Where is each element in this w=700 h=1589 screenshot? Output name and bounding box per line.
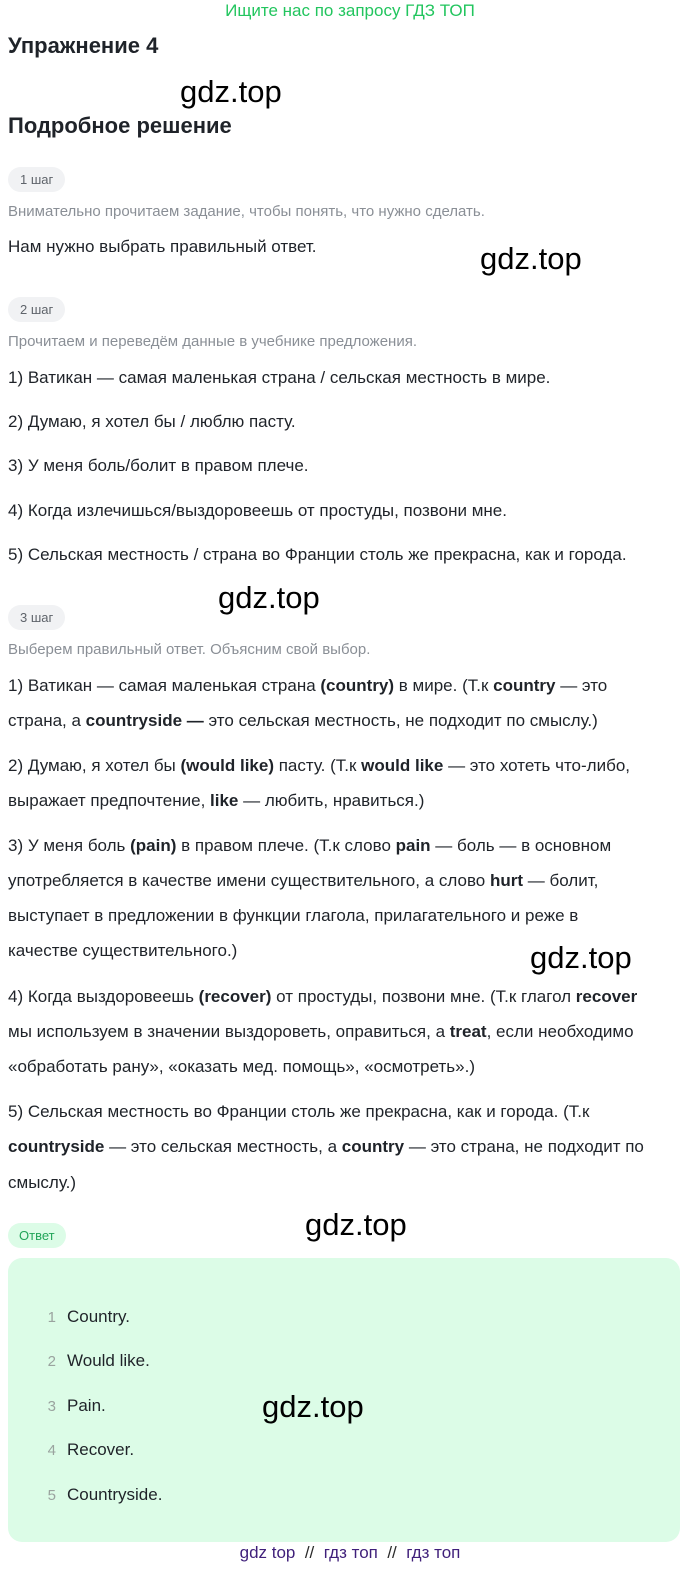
answer-item xyxy=(36,1396,106,1416)
answer-number: 5 xyxy=(47,1487,56,1504)
step-1-text: Нам нужно выбрать правильный ответ. xyxy=(8,237,317,256)
answer-text: Countryside. xyxy=(67,1485,163,1504)
explanation-line: употребляется в качестве имени существительного, а слово hurt — болит, xyxy=(8,871,599,890)
step-2-line: 3) У меня боль/болит в правом плече. xyxy=(8,456,309,475)
exercise-title: Упражнение 4 xyxy=(8,33,159,58)
answer-text: Recover. xyxy=(67,1440,135,1459)
footer-links xyxy=(0,1543,700,1563)
footer-link[interactable]: gdz top xyxy=(239,1543,296,1562)
answer-number: 3 xyxy=(47,1398,56,1415)
watermark: gdz.top xyxy=(480,241,582,276)
watermark: gdz.top xyxy=(530,940,632,975)
answer-number: 4 xyxy=(47,1442,56,1459)
answer-item xyxy=(36,1485,162,1505)
step-2-line: 5) Сельская местность / страна во Франции столь же прекрасна, как и города. xyxy=(8,545,627,564)
explanation-line: смыслу.) xyxy=(8,1173,77,1192)
explanation-line: качестве существительного.) xyxy=(8,941,238,960)
answer-text: Country. xyxy=(67,1307,130,1326)
explanation-line: выражает предпочтение, like — любить, нравиться.) xyxy=(8,791,425,810)
answer-number: 2 xyxy=(47,1353,56,1370)
explanation-line: выступает в предложении в функции глагола, прилагательного и реже в xyxy=(8,906,579,925)
footer-separator: // xyxy=(304,1543,315,1562)
watermark: gdz.top xyxy=(305,1207,407,1242)
step-1-hint: Внимательно прочитаем задание, чтобы понять, что нужно сделать. xyxy=(8,203,485,220)
step-2-line: 1) Ватикан — самая маленькая страна / сельская местность в мире. xyxy=(8,368,551,387)
answer-item xyxy=(36,1307,130,1327)
search-banner[interactable]: Ищите нас по запросу ГДЗ ТОП xyxy=(225,1,475,20)
step-2-hint: Прочитаем и переведём данные в учебнике предложения. xyxy=(8,333,418,350)
explanation-line: 5) Сельская местность во Франции столь же прекрасна, как и города. (Т.к xyxy=(8,1102,590,1121)
answer-number: 1 xyxy=(47,1309,56,1326)
explanation-line: 1) Ватикан — самая маленькая страна (country) в мире. (Т.к country — это xyxy=(8,676,608,695)
answer-item xyxy=(36,1440,134,1460)
step-2-line: 2) Думаю, я хотел бы / люблю пасту. xyxy=(8,412,296,431)
answer-text: Pain. xyxy=(67,1396,106,1415)
solution-title: Подробное решение xyxy=(8,113,232,138)
watermark: gdz.top xyxy=(218,580,320,615)
answer-text: Would like. xyxy=(67,1351,150,1370)
answer-item xyxy=(36,1351,150,1371)
explanation-line: мы используем в значении выздороветь, оправиться, а treat, если необходимо xyxy=(8,1022,634,1041)
step-2-line: 4) Когда излечишься/выздоровеешь от простуды, позвони мне. xyxy=(8,501,507,520)
explanation-line: countryside — это сельская местность, а country — это страна, не подходит по xyxy=(8,1137,644,1156)
footer-link[interactable]: гдз топ xyxy=(406,1543,461,1562)
watermark: gdz.top xyxy=(262,1389,364,1424)
explanation-line: «обработать рану», «оказать мед. помощь», «осмотреть».) xyxy=(8,1057,476,1076)
explanation-line: 3) У меня боль (pain) в правом плече. (Т.к слово pain — боль — в основном xyxy=(8,836,612,855)
explanation-line: 4) Когда выздоровеешь (recover) от простуды, позвони мне. (Т.к глагол recover xyxy=(8,987,638,1006)
footer-separator: // xyxy=(387,1543,397,1562)
step-2-badge: 2 шаг xyxy=(8,297,65,322)
footer-link[interactable]: гдз топ xyxy=(323,1543,378,1562)
step-3-hint: Выберем правильный ответ. Объясним свой выбор. xyxy=(8,641,371,658)
step-1-badge: 1 шаг xyxy=(8,167,65,192)
explanation-line: 2) Думаю, я хотел бы (would like) пасту. (Т.к would like — это хотеть что-либо, xyxy=(8,756,631,775)
watermark: gdz.top xyxy=(180,74,282,109)
answer-badge: Ответ xyxy=(8,1223,66,1248)
step-3-badge: 3 шаг xyxy=(8,605,65,630)
explanation-line: страна, а countryside — это сельская местность, не подходит по смыслу.) xyxy=(8,711,598,730)
